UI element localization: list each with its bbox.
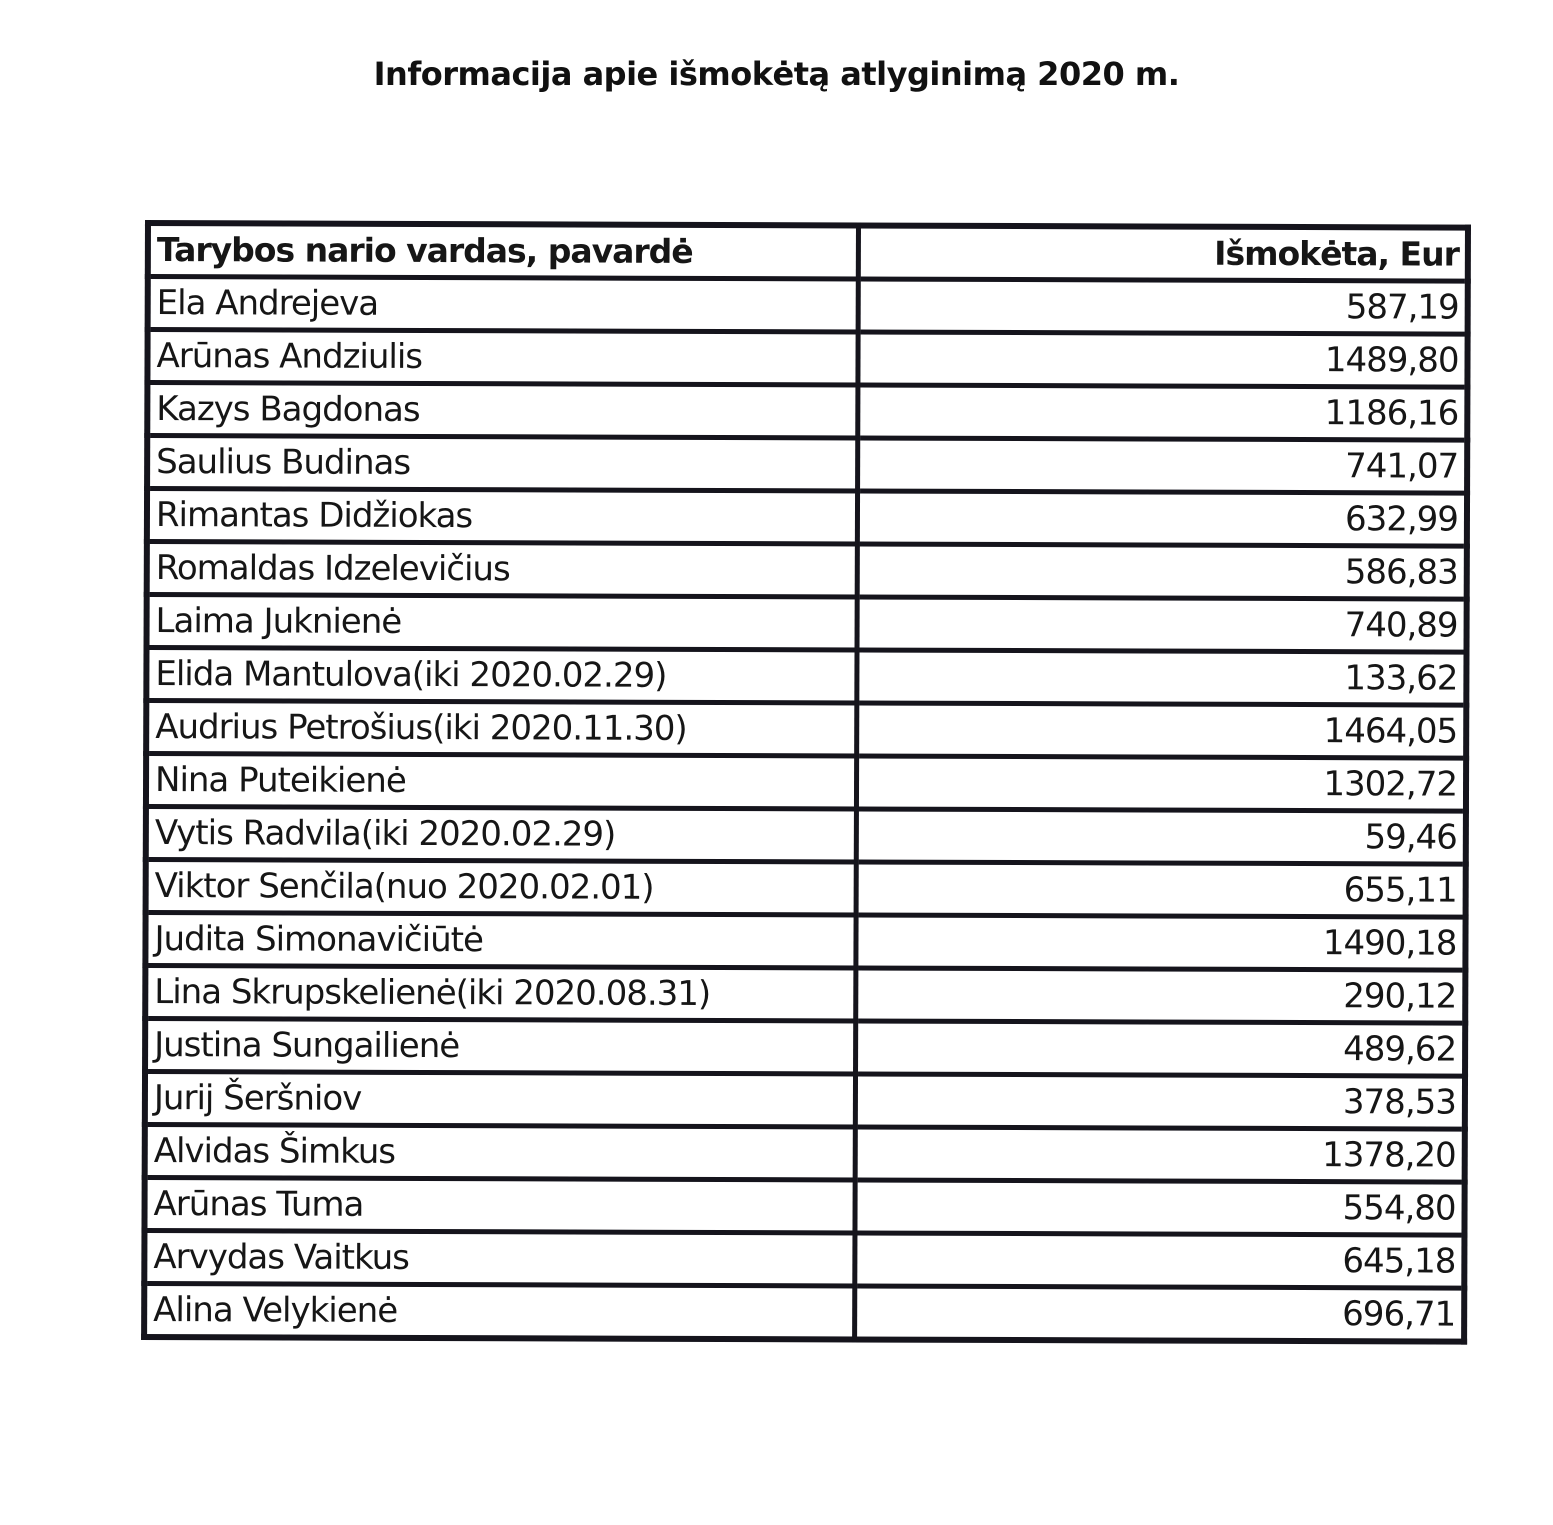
payments-table-container (141, 220, 1465, 1345)
table-row (144, 1178, 1464, 1236)
amount-cell: 655,11 (856, 862, 1466, 917)
amount-cell: 290,12 (855, 968, 1465, 1023)
member-name-cell: Viktor Senčila(nuo 2020.02.01) (146, 860, 856, 915)
member-name-cell: Audrius Petrošius(iki 2020.11.30) (146, 701, 856, 756)
amount-cell: 587,19 (858, 279, 1468, 334)
member-name-cell: Elida Mantulova(iki 2020.02.29) (146, 648, 856, 703)
member-name-cell: Lina Skrupskelienė(iki 2020.08.31) (145, 966, 855, 1021)
table-row (147, 436, 1467, 494)
table-row (147, 330, 1467, 388)
member-name-cell: Rimantas Didžiokas (147, 489, 857, 544)
amount-cell: 1302,72 (856, 756, 1466, 811)
member-name-cell: Nina Puteikienė (146, 754, 856, 809)
member-name-cell: Kazys Bagdonas (147, 383, 857, 438)
table-row (146, 701, 1466, 759)
amount-cell: 489,62 (855, 1021, 1465, 1076)
member-name-cell: Alina Velykienė (144, 1284, 854, 1340)
amount-cell: 632,99 (857, 491, 1467, 546)
member-name-cell: Arūnas Andziulis (147, 330, 857, 385)
amount-cell: 1489,80 (857, 332, 1467, 387)
table-row (145, 1125, 1465, 1183)
member-name-cell: Judita Simonavičiūtė (145, 913, 855, 968)
member-name-cell: Saulius Budinas (147, 436, 857, 491)
column-header-name: Tarybos nario vardas, pavardė (148, 223, 858, 279)
amount-cell: 378,53 (855, 1074, 1465, 1129)
table-row (147, 595, 1467, 653)
table-row (145, 1072, 1465, 1130)
table-row (144, 1284, 1464, 1342)
amount-cell: 645,18 (854, 1233, 1464, 1288)
member-name-cell: Arvydas Vaitkus (144, 1231, 854, 1286)
table-row (147, 542, 1467, 600)
table-row (146, 754, 1466, 812)
member-name-cell: Ela Andrejeva (148, 277, 858, 332)
member-name-cell: Laima Juknienė (147, 595, 857, 650)
member-name-cell: Romaldas Idzelevičius (147, 542, 857, 597)
payments-table (141, 220, 1471, 1345)
amount-cell: 740,89 (857, 597, 1467, 652)
table-row (144, 1231, 1464, 1289)
table-row (146, 648, 1466, 706)
table-row (146, 860, 1466, 918)
amount-cell: 741,07 (857, 438, 1467, 493)
amount-cell: 1186,16 (857, 385, 1467, 440)
amount-cell: 59,46 (856, 809, 1466, 864)
document-title: Informacija apie išmokėtą atlyginimą 2020 m. (373, 55, 1180, 93)
amount-cell: 586,83 (857, 544, 1467, 599)
table-row (146, 807, 1466, 865)
table-row (145, 913, 1465, 971)
member-name-cell: Vytis Radvila(iki 2020.02.29) (146, 807, 856, 862)
table-row (145, 966, 1465, 1024)
amount-cell: 554,80 (854, 1180, 1464, 1235)
table-body (144, 277, 1468, 1342)
table-row (147, 383, 1467, 441)
member-name-cell: Arūnas Tuma (144, 1178, 854, 1233)
table-row (147, 489, 1467, 547)
amount-cell: 133,62 (856, 650, 1466, 705)
amount-cell: 1378,20 (855, 1127, 1465, 1182)
amount-cell: 1490,18 (855, 915, 1465, 970)
member-name-cell: Alvidas Šimkus (145, 1125, 855, 1180)
column-header-amount: Išmokėta, Eur (858, 225, 1468, 281)
amount-cell: 696,71 (854, 1286, 1464, 1342)
amount-cell: 1464,05 (856, 703, 1466, 758)
table-header-row (148, 223, 1468, 281)
member-name-cell: Justina Sungailienė (145, 1019, 855, 1074)
member-name-cell: Jurij Šeršniov (145, 1072, 855, 1127)
table-row (148, 277, 1468, 335)
table-row (145, 1019, 1465, 1077)
